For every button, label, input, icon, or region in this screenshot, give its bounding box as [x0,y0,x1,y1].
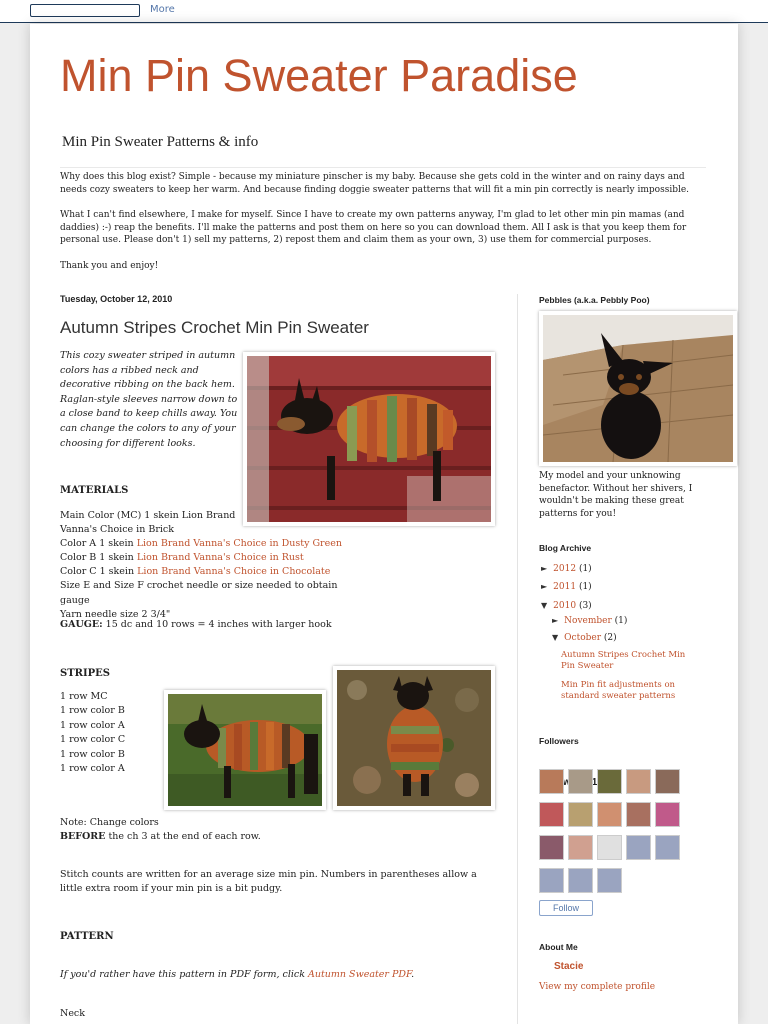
pattern-heading: PATTERN [60,931,114,942]
author-name-link[interactable]: Stacie [554,961,584,972]
expanded-triangle-icon[interactable]: ▼ [541,601,548,610]
collapsed-triangle-icon[interactable]: ► [541,564,548,573]
yarn-link-chocolate[interactable]: Lion Brand Vanna's Choice in Chocolate [137,566,331,578]
gauge-line [60,619,332,630]
blog-description [60,171,706,285]
follower-avatar[interactable] [568,802,593,827]
note-bold: BEFORE [60,830,106,842]
expanded-triangle-icon[interactable]: ▼ [552,633,559,642]
description-paragraph: What I can't find elsewhere, I make for myself. Since I have to create my own patterns anyway, I'm glad to let other min pin mamas (and daddies) :-) reap the benefits. I'll make the patterns and post them on here so you can download them. All I ask is that you keep them for personal use. Please don't 1) sell my patterns, 2) repost them and claim them as your own, 3) use them for commercial purposes. [60,210,687,245]
material-label: Color A 1 skein [60,538,137,550]
dog-sweater-photo-front[interactable] [333,666,495,810]
followers-heading: Followers [539,736,579,746]
view-profile-link[interactable]: View my complete profile [539,982,656,992]
follower-avatar-default-icon[interactable] [626,835,651,860]
pebbles-photo[interactable] [539,311,737,466]
navbar-more-link[interactable]: More [150,4,175,15]
blog-page [30,24,738,1024]
archive-post-fit-adjustments[interactable] [561,680,701,702]
about-me-heading: About Me [539,942,578,952]
material-color-b [60,551,360,565]
material-mc: Main Color (MC) 1 skein Lion Brand [60,510,236,521]
stitch-counts-note: Stitch counts are written for an average size min pin. Numbers in parentheses allow a little extra room if your min pin is a bit pudgy. [60,869,477,894]
archive-post-link[interactable]: Min Pin fit adjustments on standard sweater patterns [561,680,676,701]
stripes-heading: STRIPES [60,668,111,679]
material-hook: Size E and Size F crochet needle or size needed to obtain gauge [60,580,338,606]
profile-photo-heading: Pebbles (a.k.a. Pebbly Poo) [539,295,650,305]
archive-year-2011[interactable] [541,582,592,592]
follower-avatar[interactable] [597,769,622,794]
follower-avatar-warning-icon[interactable] [597,835,622,860]
follower-avatar[interactable] [626,802,651,827]
material-needle: Yarn needle size 2 3/4" [60,608,171,620]
collapsed-triangle-icon[interactable]: ► [552,616,559,625]
dog-on-leaves-image [337,670,491,806]
archive-month-october[interactable] [552,633,617,643]
follower-avatar[interactable] [568,835,593,860]
material-color-a [60,537,360,551]
yarn-link-dusty-green[interactable]: Lion Brand Vanna's Choice in Dusty Green [136,538,342,550]
follower-avatar[interactable] [597,802,622,827]
archive-link-october[interactable]: October [564,633,601,643]
note-line [60,830,261,844]
post-title[interactable]: Autumn Stripes Crochet Min Pin Sweater [60,318,369,337]
materials-list [60,509,360,622]
stripe-row: 1 row MC [60,691,108,702]
stripe-row: 1 row color C [60,734,126,746]
post-date: Tuesday, October 12, 2010 [60,294,173,304]
follower-avatar[interactable] [655,769,680,794]
archive-link-2011[interactable]: 2011 [553,582,577,592]
follower-avatar[interactable] [568,769,593,794]
archive-count: (1) [578,582,592,592]
material-label: Color C 1 skein [60,566,138,578]
neck-section-label: Neck [60,1008,86,1019]
archive-link-2010[interactable]: 2010 [553,601,577,611]
archive-count: (3) [578,601,592,611]
stripe-row: 1 row color A [60,719,125,731]
archive-count: (1) [614,616,628,626]
description-paragraph: Why does this blog exist? Simple - because my miniature pinscher is my baby. Because she gets cold in the winter and on rainy days and needs cozy sweaters to keep her warm. And because finding doggie sweater patterns that will fit a min pin correctly is nearly impossible. [60,172,690,195]
archive-post-autumn-stripes[interactable] [561,650,701,672]
dog-on-deck-image [247,356,491,522]
blogger-navbar [0,0,768,23]
follower-avatar[interactable] [655,802,680,827]
materials-heading: MATERIALS [60,485,129,496]
blog-archive-heading: Blog Archive [539,543,592,553]
collapsed-triangle-icon[interactable]: ► [541,582,548,591]
archive-year-2010[interactable] [541,601,592,611]
archive-link-november[interactable]: November [564,616,612,626]
pdf-suffix: . [411,969,415,980]
pdf-prefix: If you'd rather have this pattern in PDF form, click [60,969,308,980]
stripe-row: 1 row color B [60,748,125,760]
stripes-list [60,690,125,776]
description-paragraph: Thank you and enjoy! [60,260,159,271]
blog-subtitle: Min Pin Sweater Patterns & info [62,134,259,150]
follower-avatar-default-icon[interactable] [655,835,680,860]
dog-on-grass-image [168,694,322,806]
note-rest: the ch 3 at the end of each row. [105,830,261,842]
dog-sweater-photo-side[interactable] [164,690,326,810]
follower-avatar-default-icon[interactable] [568,868,593,893]
column-divider [517,294,518,1024]
dog-on-floor-image [543,315,733,462]
material-mc-color: Vanna's Choice in Brick [60,524,174,536]
follower-avatar[interactable] [539,835,564,860]
material-label: Color B 1 skein [60,552,137,564]
archive-link-2012[interactable]: 2012 [553,564,577,574]
stripe-row: 1 row color A [60,763,125,775]
follower-avatar[interactable] [626,769,651,794]
profile-photo-caption: My model and your unknowing benefactor. Without her shivers, I wouldn't be making these great patterns for you! [539,471,693,519]
follower-avatar[interactable] [539,802,564,827]
follow-button[interactable]: Follow [539,900,593,916]
pdf-download-link[interactable]: Autumn Sweater PDF [308,969,412,980]
pdf-line [60,969,414,980]
archive-post-link[interactable]: Autumn Stripes Crochet Min Pin Sweater [561,650,686,671]
navbar-search-input[interactable] [30,4,140,17]
archive-count: (2) [603,633,617,643]
stripes-note [60,816,261,843]
gauge-label: GAUGE: [60,619,103,630]
archive-year-2012[interactable] [541,564,592,574]
dog-sweater-photo-main[interactable] [243,352,495,526]
archive-month-november[interactable] [552,616,627,626]
follower-avatar-default-icon[interactable] [597,868,622,893]
blog-title[interactable]: Min Pin Sweater Paradise [60,50,578,101]
gauge-text: 15 dc and 10 rows = 4 inches with larger hook [102,619,332,630]
yarn-link-rust[interactable]: Lion Brand Vanna's Choice in Rust [136,552,304,564]
follower-avatar-default-icon[interactable] [539,868,564,893]
divider [60,167,706,168]
post-intro: This cozy sweater striped in autumn colors has a ribbed neck and decorative ribbing on the back hem. Raglan-style sleeves narrow down to a close band to keep chills away. You can change the colors to any of your choosing for different looks. [60,350,238,449]
stripe-row: 1 row color B [60,705,125,717]
follower-avatar[interactable] [539,769,564,794]
material-color-c [60,565,360,579]
note-line: Note: Change colors [60,817,159,828]
archive-count: (1) [578,564,592,574]
